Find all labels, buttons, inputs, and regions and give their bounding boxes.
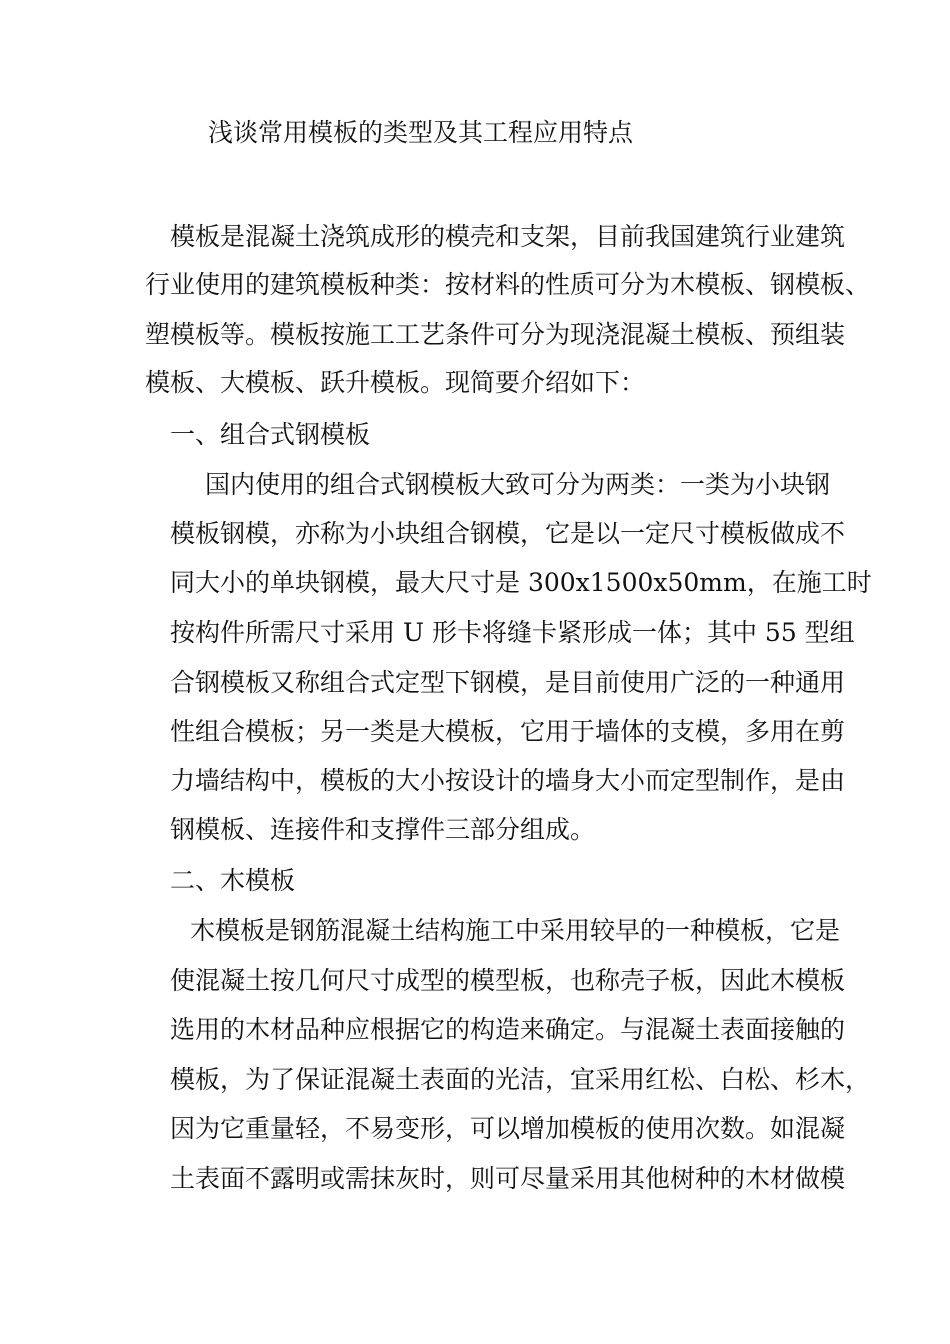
section-1-line-5: 合钢模板又称组合式定型下钢模，是目前使用广泛的一种通用	[170, 668, 846, 697]
section-2-line-3: 选用的木材品种应根据它的构造来确定。与混凝土表面接触的	[170, 1015, 846, 1044]
section-2-line-5: 因为它重量轻，不易变形，可以增加模板的使用次数。如混凝	[170, 1114, 846, 1143]
section-2-line-1: 木模板是钢筋混凝土结构施工中采用较早的一种模板，它是	[190, 916, 841, 945]
section-2-line-2: 使混凝土按几何尺寸成型的模型板，也称壳子板，因此木模板	[170, 966, 846, 995]
intro-line-1: 模板是混凝土浇筑成形的模壳和支架，目前我国建筑行业建筑	[170, 222, 846, 251]
document-title: 浅谈常用模板的类型及其工程应用特点	[208, 118, 634, 147]
intro-line-2: 行业使用的建筑模板种类：按材料的性质可分为木模板、钢模板、	[145, 270, 871, 299]
intro-line-3: 塑模板等。模板按施工工艺条件可分为现浇混凝土模板、预组装	[145, 320, 846, 349]
section-1-line-8: 钢模板、连接件和支撑件三部分组成。	[170, 815, 596, 844]
section-1-heading: 一、组合式钢模板	[170, 420, 371, 449]
section-1-line-2: 模板钢模，亦称为小块组合钢模，它是以一定尺寸模板做成不	[170, 519, 846, 548]
section-1-line-4: 按构件所需尺寸采用 U 形卡将缝卡紧形成一体；其中 55 型组	[170, 618, 855, 647]
section-2-line-6: 土表面不露明或需抹灰时，则可尽量采用其他树种的木材做模	[170, 1164, 846, 1193]
section-2-heading: 二、木模板	[170, 866, 296, 895]
section-1-line-6: 性组合模板；另一类是大模板，它用于墙体的支模，多用在剪	[170, 717, 846, 746]
section-1-line-3: 同大小的单块钢模，最大尺寸是 300x1500x50mm，在施工时	[170, 568, 872, 597]
intro-line-4: 模板、大模板、跃升模板。现简要介绍如下：	[145, 368, 646, 397]
section-1-line-7: 力墙结构中，模板的大小按设计的墙身大小而定型制作，是由	[170, 766, 846, 795]
section-1-line-1: 国内使用的组合式钢模板大致可分为两类：一类为小块钢	[205, 470, 831, 499]
section-2-line-4: 模板，为了保证混凝土表面的光洁，宜采用红松、白松、杉木，	[170, 1065, 871, 1094]
